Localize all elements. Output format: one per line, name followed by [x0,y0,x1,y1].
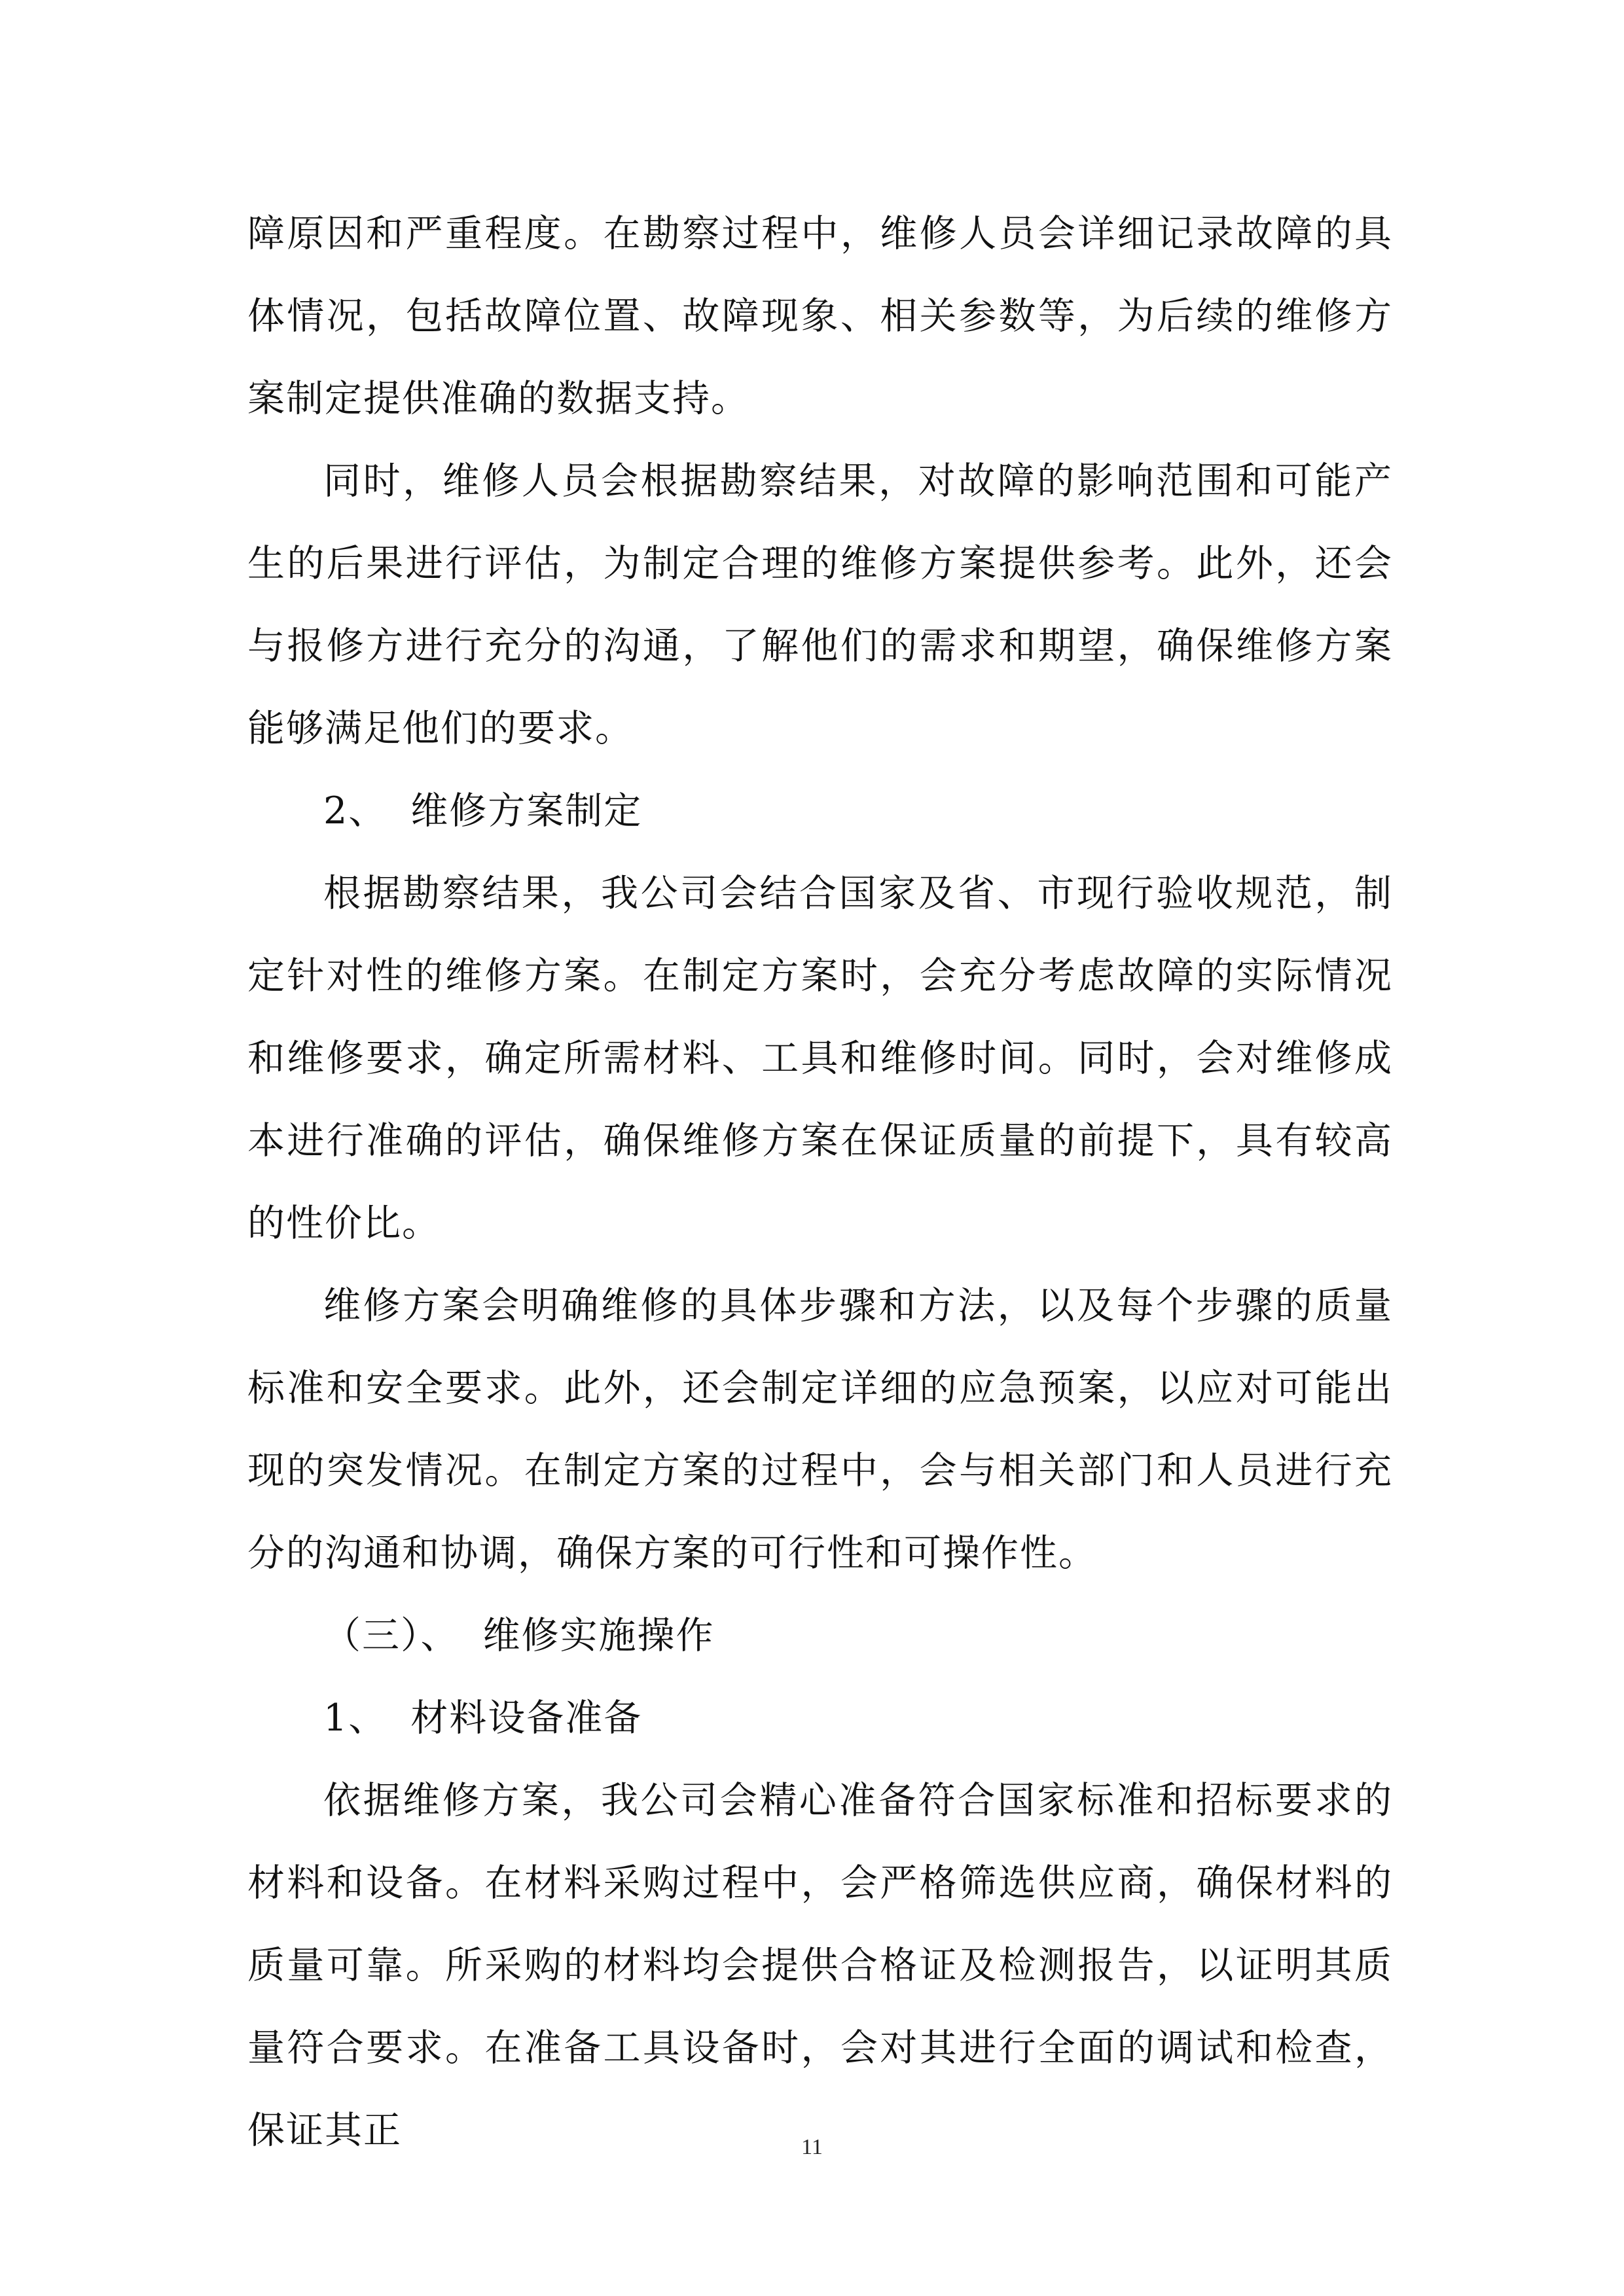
heading-text: 材料设备准备 [410,1696,643,1740]
heading-repair-plan [247,770,1393,852]
heading-repair-implementation [247,1594,1393,1677]
paragraph-fault-survey-continuation: 障原因和严重程度。在勘察过程中，维修人员会详细记录故障的具体情况，包括故障位置、故障现象、相关参数等，为后续的维修方案制定提供准确的数据支持。 [247,212,1393,420]
heading-number: （三）、 [323,1614,460,1657]
paragraph-plan-steps: 维修方案会明确维修的具体步骤和方法，以及每个步骤的质量标准和安全要求。此外，还会制定详细的应急预案，以应对可能出现的突发情况。在制定方案的过程中，会与相关部门和人员进行充分的沟通和协调，确保方案的可行性和可操作性。 [247,1284,1393,1575]
heading-text: 维修方案制定 [410,789,643,833]
page-number: 11 [801,2135,823,2159]
paragraph-material-procurement: 依据维修方案，我公司会精心准备符合国家标准和招标要求的材料和设备。在材料采购过程中，会严格筛选供应商，确保材料的质量可靠。所采购的材料均会提供合格证及检测报告，以证明其质量符合要求。在准备工具设备时，会对其进行全面的调试和检查，保证其正 [247,1779,1393,2152]
heading-number: 2、 [323,789,388,833]
heading-number: 1、 [323,1696,388,1740]
body-text [247,192,1393,2172]
heading-text: 维修实施操作 [482,1614,715,1657]
paragraph-plan-formulation: 根据勘察结果，我公司会结合国家及省、市现行验收规范，制定针对性的维修方案。在制定方案时，会充分考虑故障的实际情况和维修要求，确定所需材料、工具和维修时间。同时，会对维修成本进行准确的评估，确保维修方案在保证质量的前提下，具有较高的性价比。 [247,872,1393,1245]
paragraph-impact-assessment: 同时，维修人员会根据勘察结果，对故障的影响范围和可能产生的后果进行评估，为制定合理的维修方案提供参考。此外，还会与报修方进行充分的沟通，了解他们的需求和期望，确保维修方案能够满足他们的要求。 [247,459,1393,750]
heading-material-preparation [247,1677,1393,1759]
